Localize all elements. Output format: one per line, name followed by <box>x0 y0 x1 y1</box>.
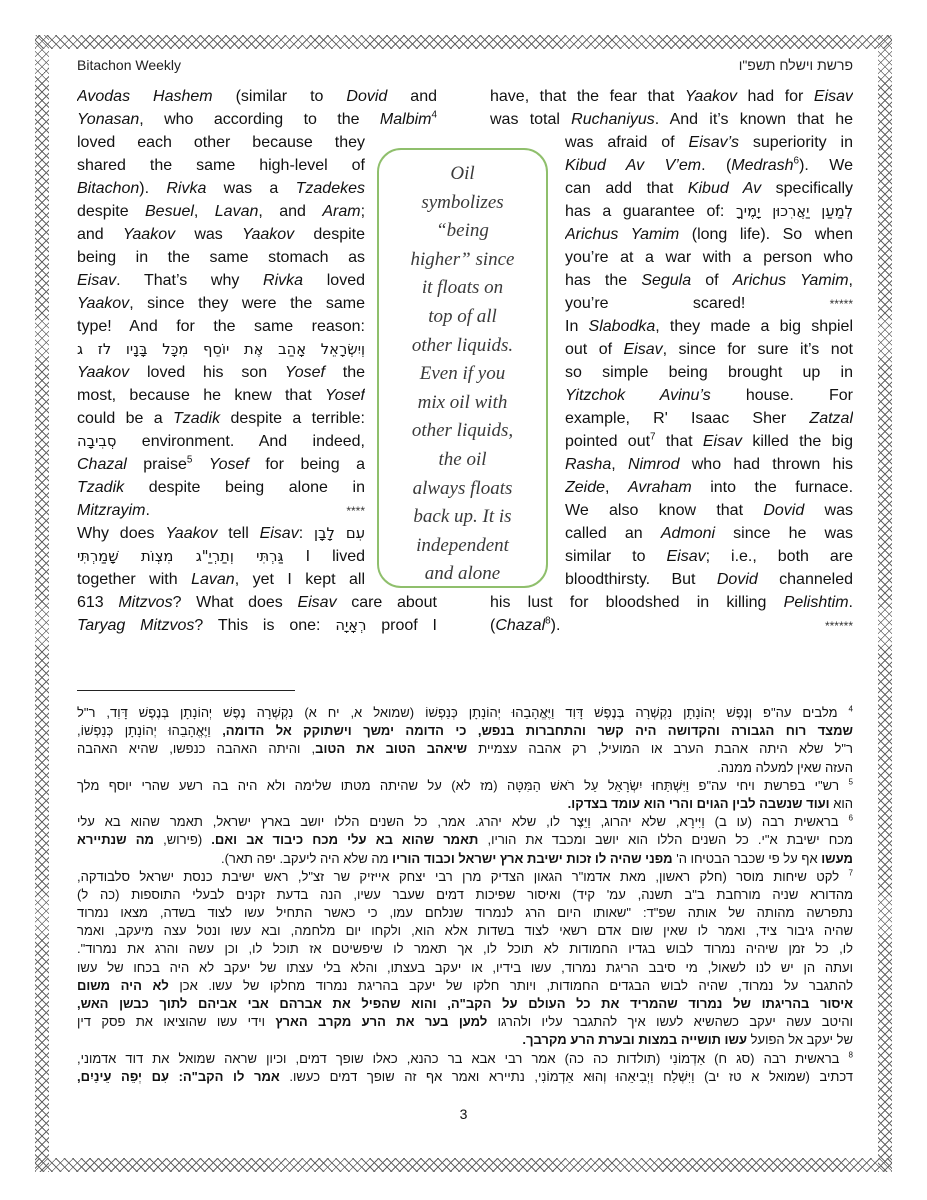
footnote-ref: 7 <box>848 868 853 878</box>
pull-quote-line: always floats <box>412 477 513 499</box>
hebrew-quote: וְיִשְׂרָאֵל אָהַב אֶת יוֹסֵף מִכָּל בָּנָיו לז ג <box>77 341 365 358</box>
italic-term: Yitzchok Avinu’s <box>565 387 711 404</box>
text-line <box>77 1068 853 1086</box>
text-segment: . <box>848 594 853 611</box>
text-segment: have, that the fear that <box>490 88 685 105</box>
text-line <box>565 223 853 246</box>
text-segment: praise <box>126 456 187 473</box>
text-segment: ; <box>360 203 365 220</box>
italic-term: Dovid <box>763 502 805 519</box>
pull-quote-line: the oil <box>438 448 487 470</box>
text-segment: house. For <box>710 387 853 404</box>
pull-quote-line: mix oil with <box>417 391 508 413</box>
italic-term: Eisav <box>297 594 337 611</box>
text-line <box>77 407 365 430</box>
italic-term: Chazal <box>495 617 546 634</box>
text-segment: , והיתה האהבה כנפשו, שהיא האהבה <box>77 741 316 757</box>
text-line <box>77 315 365 338</box>
italic-term: Yosef <box>324 387 365 404</box>
pull-quote-line: independent <box>416 534 509 556</box>
text-segment: רש"י בפרשת ויחי עה"פ וַיִּשְׁתַּחוּ יִשְׂרָאֵל עַל רֹאשׁ הַמִּטָּה (מז לא) על שהיתה מטתו שלימה ולא היה בה רשע שהרי יוסף מלך <box>77 777 849 793</box>
text-segment: pointed out <box>565 433 651 450</box>
text-segment: example, R' Isaac Sher <box>565 410 810 427</box>
footnote-ref: 4 <box>848 704 853 714</box>
text-segment: you’re scared! <box>565 295 830 312</box>
bold-text: ועוד שנשבה לבין הגוים והרי הוא עומד בצדקו. <box>567 795 830 811</box>
text-segment: וידי עשו שהוציאו את פסק דין <box>77 1014 276 1030</box>
text-line <box>77 886 853 904</box>
page-border-bottom <box>35 1158 892 1172</box>
text-line <box>77 177 365 200</box>
text-line <box>77 1031 853 1049</box>
text-line <box>77 499 365 522</box>
text-segment: , they made a big shpiel <box>655 318 853 335</box>
hebrew-quote: גַּרְתִּי וְתַרְיַ"ג מִצְוֹת שָׁמַרְתִּי <box>77 548 284 565</box>
pull-quote-line: back up. It is <box>413 506 512 528</box>
text-line <box>565 131 853 154</box>
text-segment: נתפרשה מהותה של אותה שפ"ד: "שאותו היום הרג לנמרוד שנלחם עמו, כי כאשר התחיל עשו לצוד בשדה, מצאו נמרוד <box>77 905 853 921</box>
text-segment: being in the same stomach as <box>77 249 365 266</box>
pull-quote-line: symbolizes <box>421 191 504 213</box>
text-line <box>565 545 853 568</box>
section-divider-stars: **** <box>346 504 365 518</box>
header-parsha-title: פרשת וישלח תשפ"ו <box>738 57 853 73</box>
page-number: 3 <box>459 1106 468 1122</box>
italic-term: Tzadik <box>172 410 221 427</box>
text-line <box>77 292 365 315</box>
text-line <box>565 200 853 223</box>
text-line <box>565 453 853 476</box>
text-line <box>565 154 853 177</box>
text-segment: ). We <box>799 157 853 174</box>
text-segment: לו, כל זמן שיהיה נמרוד לבוש בגדיו החמודות לא תוכל לו, אך תאמר לו שיפשיטם אז תוכל לו, וכן עשה והרג את נמרוד". <box>77 941 853 957</box>
text-segment: specifically <box>761 180 853 197</box>
text-line <box>490 85 853 108</box>
text-segment: מה שלא היה ליעקב. יפה תאר). <box>220 850 393 866</box>
text-segment: channeled <box>757 571 853 588</box>
italic-term: Mitzvos <box>118 594 173 611</box>
italic-term: Arichus Yamim <box>565 226 680 243</box>
text-segment: ). <box>550 617 825 634</box>
text-line <box>565 384 853 407</box>
text-segment: has a guarantee of: <box>565 203 736 220</box>
text-segment: bloodthirsty. But <box>565 571 717 588</box>
footnote-separator <box>77 690 295 691</box>
text-segment: into the furnace. <box>691 479 853 496</box>
italic-term: Slabodka <box>588 318 656 335</box>
hebrew-quote: לְמַעַן יַאֲרִכוּן יָמֶיךָ <box>735 203 853 220</box>
text-line <box>77 704 853 722</box>
text-line <box>565 568 853 591</box>
italic-term: Pelishtim <box>783 594 849 611</box>
text-line <box>77 223 365 246</box>
text-segment: ). <box>139 180 167 197</box>
text-line <box>77 108 437 131</box>
text-segment: ? This is one: <box>194 617 336 634</box>
text-line <box>77 384 365 407</box>
pull-quote-line: other liquids, <box>411 420 514 442</box>
text-segment: . <box>145 502 347 519</box>
italic-term: Aram <box>322 203 361 220</box>
text-segment: לקט שיחות מוסר (חלק ראשון, מאת אדמו"ר הגאון הצדיק מרן רבי יצחק אייזיק שר זצ"ל, ראש ישיבת כנסת ישראל סלבודקה, <box>77 868 849 884</box>
italic-term: Bitachon <box>77 180 140 197</box>
pull-quote-line: and alone <box>424 563 501 585</box>
footnote-ref: 5 <box>848 777 853 787</box>
text-segment: was total <box>490 111 572 128</box>
bold-text: למען בער את הרע מקרב הארץ <box>275 1014 488 1030</box>
text-segment: has the <box>565 272 642 289</box>
text-segment: בראשית רבה (סג ח) אַדְמוֹנִי (תולדות כה כה) אמר רבי אבא בר כהנא, כאלו שופך דמים, וכיון שראה שמואל את דוד אדמוני, <box>77 1050 849 1066</box>
text-line <box>77 154 365 177</box>
text-line <box>77 476 365 499</box>
italic-term: Medrash <box>731 157 794 174</box>
text-segment: ועתה הן יש לנו לשאול, מי סיבב הריגת נמרוד, עשו בידיו, או יעקב בעצתו, והלא בלי עצתו של יעקב לא היה בכחו של עשו <box>77 959 853 975</box>
page-border-right <box>878 35 892 1172</box>
text-line <box>77 777 853 795</box>
italic-term: Ruchaniyus <box>571 111 655 128</box>
text-line <box>77 361 365 384</box>
text-segment: who had thrown his <box>679 456 853 473</box>
text-segment: so simple being brought up in <box>565 364 853 381</box>
italic-term: Eisav <box>623 341 663 358</box>
text-segment: ; i.e., both are <box>705 548 853 565</box>
italic-term: Taryag Mitzvos <box>77 617 195 634</box>
footnote-ref: 5 <box>186 454 193 466</box>
bold-text: עשו תושייה במצות ובערת הרע מקרבך. <box>522 1032 747 1048</box>
italic-term: Eisav <box>813 88 853 105</box>
italic-term: Besuel <box>145 203 194 220</box>
text-line <box>77 85 437 108</box>
text-segment: you’re at a war with a person who <box>565 249 853 266</box>
italic-term: Rivka <box>263 272 304 289</box>
text-segment: (פירוש, <box>153 832 212 848</box>
text-segment: loved <box>303 272 365 289</box>
section-divider-stars: ****** <box>824 619 853 633</box>
pull-quote-line: Oil <box>450 163 475 184</box>
text-segment: , <box>611 456 628 473</box>
italic-term: Yonasan <box>77 111 140 128</box>
text-line <box>77 831 853 849</box>
italic-term: Yaakov <box>122 226 176 243</box>
italic-term: Arichus Yamim <box>732 272 849 289</box>
bold-text: תאמר שהוא בא עלי מכח כיבוד אב ואם. <box>211 832 479 848</box>
text-segment: was <box>804 502 853 519</box>
text-line <box>77 200 365 223</box>
italic-term: Eisav’s <box>688 134 739 151</box>
footnotes <box>77 704 853 1086</box>
italic-term: Avraham <box>627 479 692 496</box>
pull-quote-line: other liquids. <box>411 334 514 356</box>
text-segment: could be a <box>77 410 173 427</box>
footnote-ref: 6 <box>793 155 800 167</box>
bold-text: מפני שהיה לו זכות ישיבת ארץ ישראל וכבוד הוריו <box>392 850 673 866</box>
italic-term: Lavan <box>191 571 235 588</box>
text-line <box>77 740 853 758</box>
text-line <box>565 292 853 315</box>
text-segment: אף על פי שכבר הבטיחו ה' <box>672 850 822 866</box>
text-segment: the <box>324 364 365 381</box>
bold-text: אמר לו הקב"ה: עִם יְפֵה עֵינַיִם, <box>77 1068 280 1084</box>
pull-quote-line: it floats on <box>421 277 504 299</box>
pull-quote-line: higher” since <box>410 248 515 270</box>
pull-quote-box <box>377 148 548 588</box>
italic-term: Yosef <box>208 456 249 473</box>
bold-text: שמצד רוח הגבורה והקדושה היה קשר והתחברות בנפש, כי הדומה ימשך וישתוקק אל הדומה, <box>222 723 853 739</box>
section-divider-stars: ***** <box>829 297 853 311</box>
text-line <box>565 499 853 522</box>
text-segment: , <box>605 479 628 496</box>
text-line <box>77 269 365 292</box>
text-line <box>77 722 853 740</box>
text-line <box>565 269 853 292</box>
text-line <box>77 545 365 568</box>
text-line <box>77 1050 853 1068</box>
text-segment: loved each other because they <box>77 134 365 151</box>
italic-term: Eisav <box>259 525 299 542</box>
text-line <box>77 453 365 476</box>
text-line <box>77 131 365 154</box>
bold-text: מה שנתיירא <box>77 832 154 848</box>
bold-text: לא היה משום <box>77 977 169 993</box>
italic-term: Nimrod <box>627 456 680 473</box>
italic-term: Yaakov <box>242 226 295 243</box>
text-segment: loved his son <box>129 364 285 381</box>
hebrew-quote: רְאָיָה <box>335 617 367 634</box>
text-line <box>565 407 853 430</box>
text-segment: בראשית רבה (עו ב) וַיִּירָא, שלא יהרוג, וַיֵּצֶר לו, שלא יהרג. אמר, כל השנים הללו יושב בארץ ישראל, תאמר שהוא בא עלי <box>77 814 849 830</box>
text-line <box>490 108 853 131</box>
text-segment: להתגבר על נמרוד, שהיה לבוש הבגדים החמודות, ויותר חלקו של יעקב בהריגת נמרוד מחלקו של עשו. אכן <box>168 977 853 993</box>
text-segment: (long life). So when <box>679 226 853 243</box>
pull-quote-line: Even if you <box>419 363 506 385</box>
text-line <box>77 850 853 868</box>
text-segment: ר"ל שלא היתה אהבת הערב או המועיל, רק אהבה עצמיית <box>467 741 853 757</box>
text-line <box>565 177 853 200</box>
text-segment: that <box>655 433 703 450</box>
text-segment: , <box>193 203 215 220</box>
italic-term: Kibud Av V’em <box>565 157 702 174</box>
text-segment: out of <box>565 341 624 358</box>
footnote-ref: 4 <box>431 109 437 121</box>
italic-term: Kibud Av <box>687 180 762 197</box>
italic-term: Admoni <box>660 525 716 542</box>
text-line <box>77 795 853 813</box>
text-segment <box>192 456 208 473</box>
italic-term: Dovid <box>716 571 758 588</box>
text-line <box>565 361 853 384</box>
text-segment: של יעקב אל הפועל <box>747 1032 853 1048</box>
text-segment: , yet I kept all <box>234 571 365 588</box>
page-border-left <box>35 35 49 1172</box>
footnote-ref: 6 <box>848 813 853 823</box>
text-segment: Why does <box>77 525 166 542</box>
text-segment: and <box>77 226 123 243</box>
text-segment: 613 <box>77 594 119 611</box>
hebrew-quote: סְבִיבָה <box>77 433 117 450</box>
italic-term: Yaakov <box>165 525 218 542</box>
text-segment: דכתיב (שמואל א טז יב) וַיִּשְׁלַח וַיְבִיאֵהוּ וְהוּא אַדְמוֹנִי, נתיירא ואמר אף זה שופך דמים כעשו. <box>279 1068 853 1084</box>
text-line <box>77 614 437 637</box>
bold-text: שיאהב הטוב את הטוב <box>315 741 468 757</box>
text-segment: הוא <box>829 795 853 811</box>
text-segment: וַיֶּאֱהָבֵהוּ יְהוֹנָתָן כְּנַפְשׁוֹ, <box>77 723 223 739</box>
text-segment: despite a terrible: <box>220 410 365 427</box>
text-segment: . And it’s known that he <box>654 111 853 128</box>
hebrew-quote: עִם לָבָן <box>313 525 365 542</box>
italic-term: Yosef <box>284 364 325 381</box>
text-segment: despite <box>294 226 365 243</box>
text-segment: superiority in <box>738 134 853 151</box>
text-segment: of <box>691 272 733 289</box>
text-segment: despite <box>77 203 145 220</box>
text-segment: his lust for bloodshed in killing <box>490 594 784 611</box>
text-segment: for being a <box>248 456 365 473</box>
italic-term: Yaakov <box>684 88 738 105</box>
text-segment: . That’s why <box>116 272 264 289</box>
text-segment: shared the same high-level of <box>77 157 365 174</box>
italic-term: Yaakov <box>77 364 130 381</box>
pull-quote-line: top of all <box>428 305 497 327</box>
text-segment: , since they were the same <box>129 295 365 312</box>
text-line <box>565 338 853 361</box>
text-segment: : <box>298 525 314 542</box>
text-segment: מלבים עה"פ וְנֶפֶשׁ יְהוֹנָתָן נִקְשְׁרָה בְּנֶפֶשׁ דָּוִד וַיֶּאֱהָבֵהוּ יְהוֹנָתָן כְּנַפְשׁוֹ (שמואל א, יח א) נִקְשְׁרָה נֶפֶשׁ יְהוֹנָתָן בְּנֶפֶשׁ דָּוִד, ר"ל <box>77 705 849 720</box>
italic-term: Eisav <box>702 433 742 450</box>
text-segment: ? What does <box>172 594 298 611</box>
italic-term: Malbim <box>379 111 432 128</box>
text-line <box>77 430 365 453</box>
text-segment: care about <box>336 594 437 611</box>
text-segment: , since for sure it’s not <box>662 341 853 358</box>
italic-term: Eisav <box>666 548 706 565</box>
text-segment: ( <box>490 617 496 634</box>
text-segment: שהיה גיבור ציד, ואמר לו שאין שום אדם רשאי לצוד בשדות אלא הוא, ולקחו יום מלחמה, ובא עשו ונטל עצה מיעקב, ואמר <box>77 923 853 939</box>
text-line <box>565 430 853 453</box>
text-line <box>77 868 853 886</box>
text-segment: , who according to the <box>139 111 380 128</box>
text-line <box>77 338 365 361</box>
text-segment: was <box>175 226 242 243</box>
text-line <box>77 813 853 831</box>
italic-term: Lavan <box>214 203 259 220</box>
text-line <box>490 591 853 614</box>
footnote-ref: 8 <box>848 1050 853 1060</box>
text-segment: proof I <box>366 617 437 634</box>
italic-term: Segula <box>641 272 692 289</box>
italic-term: Tzadik <box>77 479 125 496</box>
bold-text: מעשו <box>821 850 853 866</box>
text-line <box>77 995 853 1013</box>
text-line <box>77 904 853 922</box>
footnote-ref: 7 <box>650 431 656 443</box>
text-segment: , <box>848 272 853 289</box>
italic-term: Mitzrayim <box>77 502 146 519</box>
text-segment: was a <box>206 180 296 197</box>
italic-term: Dovid <box>346 88 388 105</box>
italic-term: Avodas Hashem <box>77 88 213 105</box>
text-segment: מכח ישיבת א"י. כל השנים הללו הוא יושב ומכבד את הוריו, <box>478 832 853 848</box>
italic-term: Yaakov <box>77 295 130 312</box>
text-line <box>77 522 365 545</box>
text-segment: was afraid of <box>565 134 689 151</box>
text-line <box>77 959 853 977</box>
text-segment: called an <box>565 525 661 542</box>
text-line <box>565 522 853 545</box>
italic-term: Chazal <box>77 456 127 473</box>
italic-term: Eisav <box>77 272 117 289</box>
text-segment: had for <box>737 88 814 105</box>
text-line <box>77 759 853 777</box>
text-segment: (similar to <box>212 88 347 105</box>
text-segment: I lived <box>283 548 365 565</box>
text-segment: העזה שאין למעלה ממנה. <box>717 759 853 775</box>
italic-term: Rivka <box>166 180 207 197</box>
text-segment: We also know that <box>565 502 764 519</box>
italic-term: Rasha <box>565 456 612 473</box>
text-segment: type! And for the same reason: <box>77 318 365 335</box>
text-line <box>77 922 853 940</box>
text-segment: since he was <box>715 525 853 542</box>
pull-quote-line: “being <box>436 220 489 242</box>
text-line <box>77 940 853 958</box>
text-line <box>77 568 365 591</box>
page-border-top <box>35 35 892 49</box>
text-segment: most, because he knew that <box>77 387 325 404</box>
italic-term: Zatzal <box>809 410 853 427</box>
text-line <box>565 476 853 499</box>
text-segment: והיטב עשה יעקב כשהשיא לעשו איך להתגבר עליו ולהרגו <box>487 1014 853 1030</box>
footnote-ref: 8 <box>545 615 551 627</box>
text-segment: tell <box>217 525 260 542</box>
text-line <box>77 591 437 614</box>
text-segment: despite being alone in <box>124 479 365 496</box>
text-segment: environment. And indeed, <box>116 433 365 450</box>
text-segment: and <box>387 88 437 105</box>
text-segment: In <box>565 318 589 335</box>
text-segment: can add that <box>565 180 688 197</box>
text-segment: together with <box>77 571 192 588</box>
text-line <box>565 246 853 269</box>
text-segment: . ( <box>701 157 732 174</box>
bold-text: איסור בהריגתו של נמרוד שהמריד את כל העולם על הקב"ה, והוא שהפיל את אברהם אבי אביהם לתוך כבשן האש, <box>77 996 853 1011</box>
text-segment: similar to <box>565 548 667 565</box>
text-segment: מהדורא שניה מורחבת ב"ב תשנה, עמ' קיד) ואיסור שפיכות דמים שעבר עשיו, הנה בדעת זקנים לבעלי התוספות (כה ל) <box>77 886 853 902</box>
text-line <box>565 315 853 338</box>
text-line <box>77 246 365 269</box>
text-line <box>77 1013 853 1031</box>
header-publication-title: Bitachon Weekly <box>77 57 182 73</box>
text-line <box>490 614 853 637</box>
italic-term: Zeide <box>565 479 606 496</box>
text-segment: killed the big <box>742 433 853 450</box>
italic-term: Tzadekes <box>295 180 365 197</box>
text-segment: , and <box>258 203 323 220</box>
text-line <box>77 977 853 995</box>
